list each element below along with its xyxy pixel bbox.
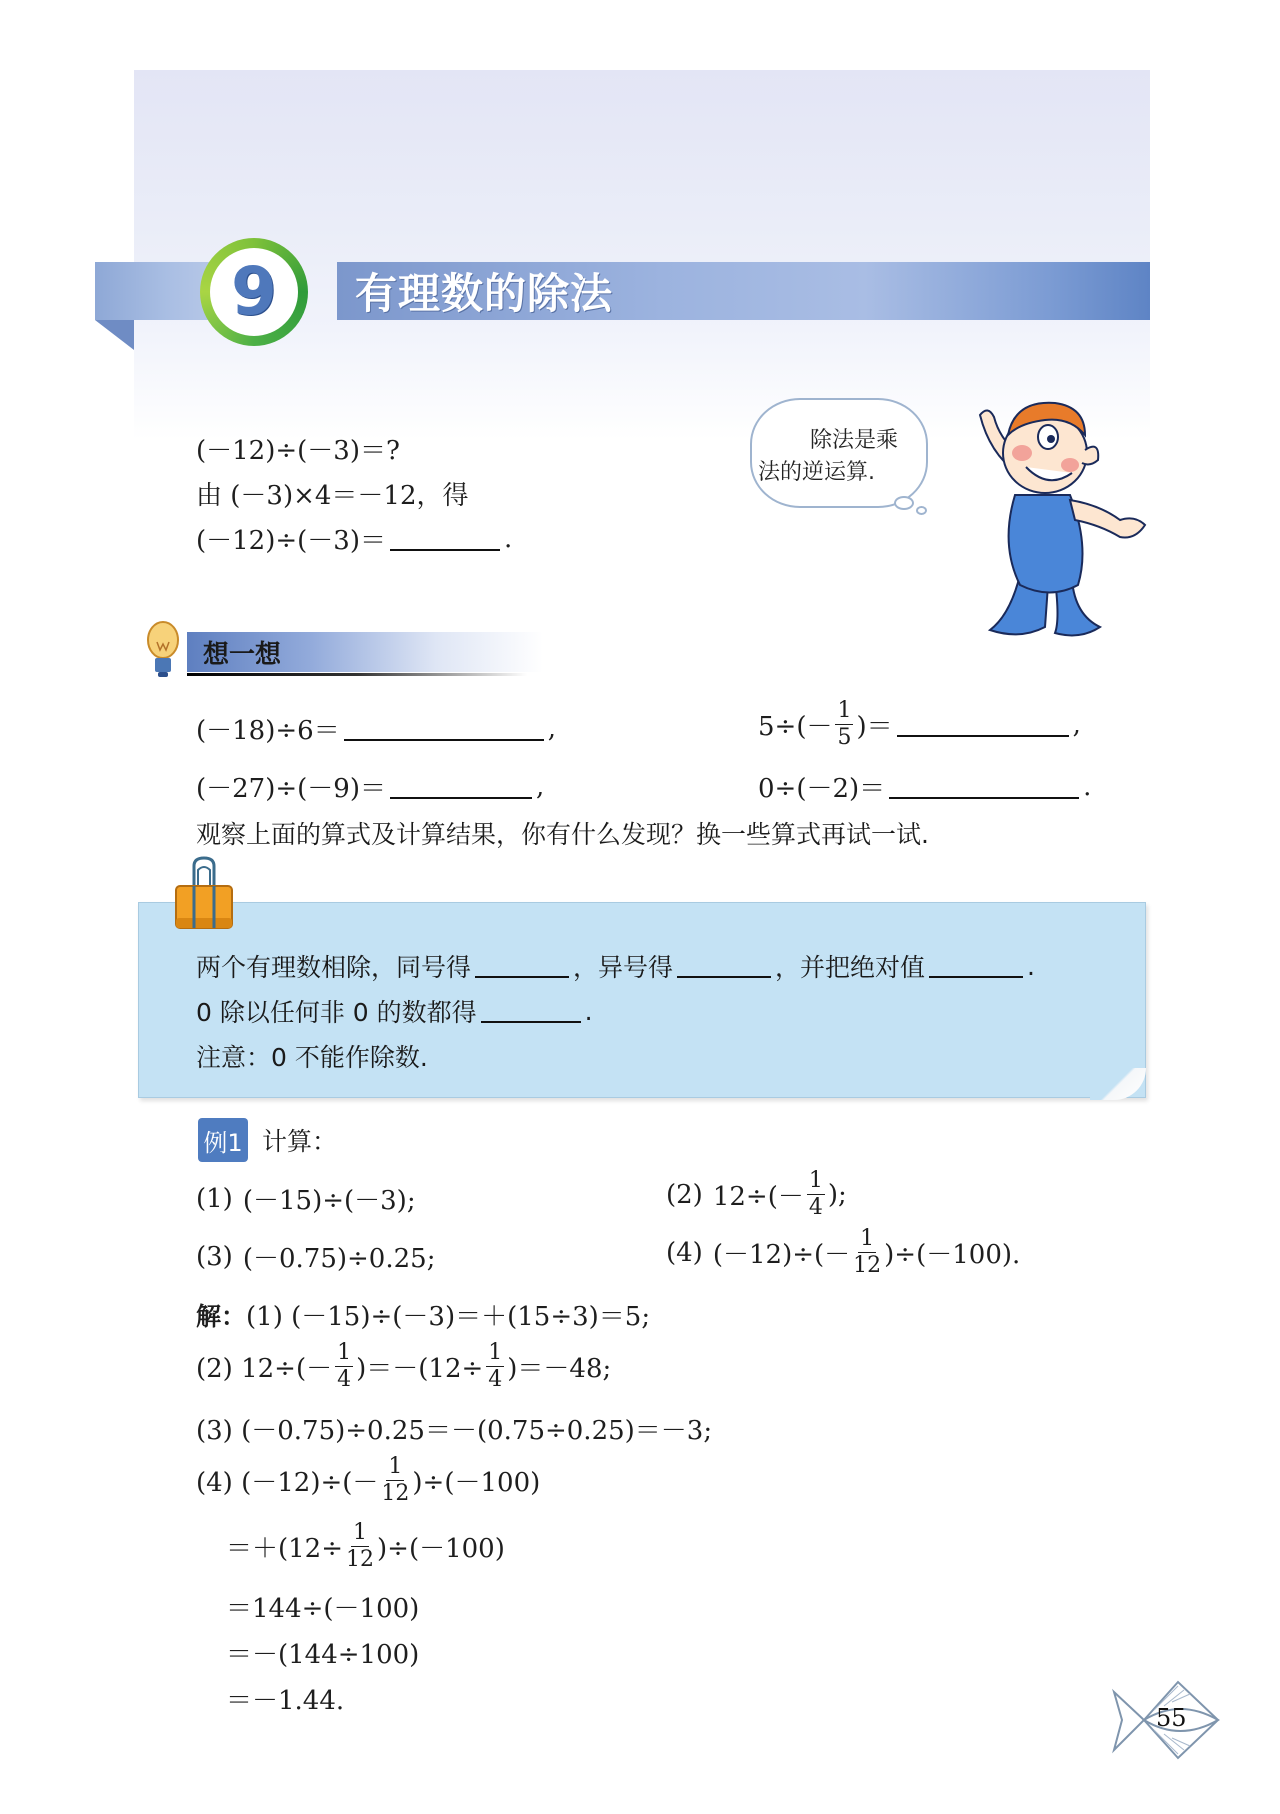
rule-line-1-c: ，并把绝对值 (775, 953, 926, 982)
example-problem-3 (196, 1238, 435, 1275)
ribbon-fold (95, 320, 134, 350)
solution-expr: (2) 12÷(－ (196, 1354, 333, 1384)
problem-label: (2) (666, 1179, 703, 1210)
rule-line-3: 注意：0 不能作除数. (196, 1043, 428, 1072)
solution-expr: )÷(－100) (377, 1534, 505, 1564)
bubble-tail-dot (894, 496, 914, 510)
intro-line-3-expr: (－12)÷(－3)＝ (196, 526, 386, 556)
problem-expr-prefix: 12÷(－ (712, 1182, 804, 1212)
solution-step-4-2: ＝144÷(－100) (226, 1594, 420, 1624)
example-problem-2 (666, 1170, 847, 1219)
solution-step-3: (3) (－0.75)÷0.25＝－(0.75÷0.25)＝－3; (196, 1416, 713, 1446)
problem-expr-suffix: )÷(－100). (884, 1240, 1021, 1270)
example-problem-4 (666, 1228, 1020, 1277)
example-instruction: 计算： (262, 1127, 338, 1156)
answer-blank[interactable] (344, 717, 544, 741)
solution-expr: )÷(－100) (412, 1468, 541, 1498)
answer-blank[interactable] (897, 713, 1069, 737)
problem-expr-suffix: ); (827, 1179, 847, 1210)
answer-blank[interactable] (677, 954, 771, 978)
think-exercise-1-expr: (－18)÷6＝ (196, 716, 340, 746)
think-exercise-4 (758, 768, 1091, 805)
example-problem-1 (196, 1180, 416, 1217)
solution-step-1 (196, 1296, 650, 1333)
think-underline (187, 673, 527, 676)
solution-step-4-1 (226, 1522, 505, 1571)
fraction: $\frac{1}{4}$ (488, 1340, 503, 1392)
problem-expr-prefix: (－12)÷(－ (712, 1240, 851, 1270)
rule-line-1-b: ，异号得 (573, 953, 674, 982)
solution-expr: (4) (－12)÷(－ (196, 1468, 379, 1498)
think-exercise-4-end: . (1083, 771, 1092, 802)
fraction: $\frac{1}{12}$ (346, 1520, 375, 1572)
solution-step-2 (196, 1342, 611, 1391)
think-label: 想一想 (203, 640, 282, 670)
rule-line-1-end: . (1027, 951, 1035, 981)
fraction: $\frac{1}{5}$ (837, 698, 852, 750)
rule-line-2 (196, 993, 593, 1029)
section-number: 9 (231, 253, 277, 330)
bubble-text-line-1: 除法是乘 (810, 428, 899, 453)
problem-label: (3) (196, 1241, 233, 1272)
answer-blank[interactable] (390, 527, 500, 551)
left-ribbon (95, 262, 215, 320)
page-title: 有理数的除法 (355, 269, 614, 318)
think-exercise-4-expr: 0÷(－2)＝ (758, 774, 886, 804)
answer-blank[interactable] (475, 954, 569, 978)
intro-line-3 (196, 520, 512, 557)
answer-blank[interactable] (481, 999, 581, 1023)
section-badge-inner (210, 248, 298, 336)
title-bar (337, 262, 1150, 320)
solution-label: 解： (196, 1301, 247, 1331)
example-tag: 例1 (198, 1118, 248, 1162)
fraction: $\frac{1}{4}$ (808, 1168, 823, 1220)
think-prompt: 观察上面的算式及计算结果，你有什么发现？换一些算式再试一试. (196, 820, 929, 849)
page-number: 55 (1156, 1704, 1187, 1732)
rule-line-2-a: 0 除以任何非 0 的数都得 (196, 998, 477, 1027)
think-exercise-3-end: , (536, 771, 545, 802)
rule-line-2-end: . (584, 996, 593, 1026)
rule-line-1 (196, 948, 1035, 984)
solution-step-4-4: ＝－1.44. (226, 1686, 345, 1716)
think-exercise-2-expr-prefix: 5÷(－ (758, 712, 833, 742)
solution-expr: )＝－48; (507, 1354, 612, 1384)
think-exercise-1-end: , (547, 713, 556, 744)
think-exercise-1 (196, 710, 556, 747)
answer-blank[interactable] (390, 775, 532, 799)
think-exercise-3 (196, 768, 544, 805)
cartoon-character-illustration (960, 395, 1150, 645)
solution-expr: ＝＋(12÷ (226, 1534, 344, 1564)
think-exercise-2-expr-suffix: )＝ (856, 712, 893, 742)
fraction: $\frac{1}{4}$ (337, 1340, 352, 1392)
think-exercise-2-end: , (1072, 709, 1081, 740)
page-number-badge (1110, 1672, 1222, 1762)
intro-line-3-end: . (504, 523, 513, 554)
think-section-header (143, 620, 543, 680)
solution-expr: (1) (－15)÷(－3)＝＋(15÷3)＝5; (246, 1302, 651, 1332)
answer-blank[interactable] (929, 954, 1023, 978)
fraction: $\frac{1}{12}$ (381, 1454, 410, 1506)
binder-clip-icon (172, 856, 236, 936)
rule-line-1-a: 两个有理数相除，同号得 (196, 953, 472, 982)
fraction: $\frac{1}{12}$ (853, 1226, 882, 1278)
answer-blank[interactable] (889, 775, 1079, 799)
solution-step-4-3: ＝－(144÷100) (226, 1640, 420, 1670)
intro-line-1: (－12)÷(－3)＝? (196, 436, 400, 466)
intro-line-2: 由 (－3)×4＝－12，得 (196, 481, 469, 511)
solution-step-4 (196, 1456, 540, 1505)
section-badge (200, 238, 308, 346)
example-header (198, 1118, 337, 1162)
bubble-tail-dot-small (916, 506, 927, 515)
bubble-text-line-2: 法的逆运算. (758, 460, 875, 485)
problem-expr: (－15)÷(－3); (242, 1186, 416, 1216)
solution-expr: )＝－(12÷ (356, 1354, 484, 1384)
think-exercise-2 (758, 700, 1081, 749)
problem-expr: (－0.75)÷0.25; (242, 1244, 436, 1274)
problem-label: (4) (666, 1237, 703, 1268)
problem-label: (1) (196, 1183, 233, 1214)
lightbulb-icon (143, 620, 183, 680)
think-exercise-3-expr: (－27)÷(－9)＝ (196, 774, 386, 804)
